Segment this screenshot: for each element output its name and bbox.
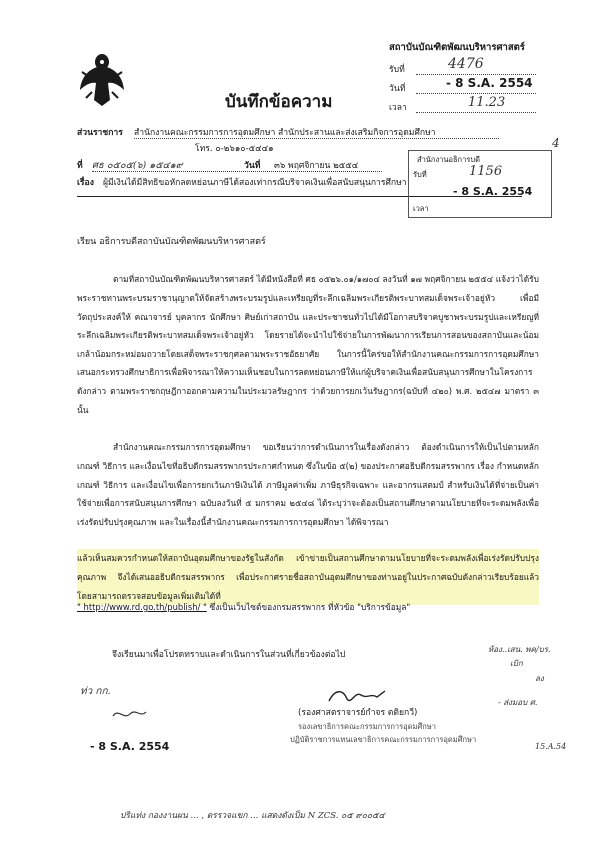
office-receipt-stamp	[408, 150, 552, 218]
subject-label: เรื่อง	[77, 178, 94, 188]
ref-value: ศธ ๐๕๐๕(๖) ๑๕๔๑๙	[92, 160, 183, 171]
paragraph-2b: แล้วเห็นสมควรกำหนดให้สถาบันอุดมศึกษาของรัฐในสังกัด เข้าข่ายเป็นสถานศึกษาตามนโยบายที่จะระดมพลังเพื่อเร่งรัดปรับปรุงคุณภาพ จึงได้เสนออธิบดีกรมสรรพากร เพื่อประกาศรายชื่อสถาบันอุดมศึกษาของท่านอยู่ในประกาศฉบับดังกล่าวเรียบร้อยแล้ว โดยสามารถตรวจสอบข้อมูลเพิ่มเติมได้ที่	[77, 549, 539, 605]
office-stamp-date: - 8 S.A. 2554	[453, 185, 533, 198]
recv-date: - 8 S.A. 2554	[446, 76, 533, 90]
recv-label: รับที่	[389, 65, 405, 75]
paragraph-1: ตามที่สถาบันบัณฑิตพัฒนบริหารศาสตร์ ได้มีหนังสือที่ ศธ ๐๕๒๖.๐๑/๑๗๐๔ ลงวันที่ ๑๗ พฤศจิกายน ๒๕๕๔ แจ้งว่าได้รับพระราชทานพระบรมราชานุญาตให้จัดสร้างพระบรมรูปและเหรียญที่ระลึกเฉลิมพระเกียรติพระบาทสมเด็จพระเจ้าอยู่หัว เพื่อมีวัตถุประสงค์ให้ คณาจารย์ บุคลากร นักศึกษา ศิษย์เก่าสถาบัน และประชาชนทั่วไปได้มีโอกาสบริจาคบูชาพระบรมรูปและเหรียญที่ระลึกเฉลิมพระเกียรติพระบาทสมเด็จพระเจ้าอยู่หัว โดยรายได้จะนำไปใช้จ่ายในการพัฒนาการเรียนการสอนของสถาบันและน้อมเกล้าน้อมกระหม่อมถวายโดยเสด็จพระราชกุศลตามพระราชอัธยาศัย ในการนี้ใคร่ขอให้สำนักงานคณะกรรมการการอุดมศึกษา เสนอกระทรวงศึกษาธิการเพื่อพิจารณาให้ความเห็นชอบในการลดหย่อนภาษีให้แก่ผู้บริจาคเงินเพื่อสนับสนุนการศึกษาในโครงการดังกล่าว ตามพระราชกฤษฎีกาออกตามความในประมวลรัษฎากร ว่าด้วยการยกเว้นรัษฎากร(ฉบับที่ ๔๒๐) พ.ศ. ๒๕๔๗ มาตรา ๓ นั้น	[77, 274, 539, 415]
agency-label: ส่วนราชการ	[77, 128, 123, 138]
institute-name: สถาบันบัณฑิตพัฒนบริหารศาสตร์	[389, 42, 525, 53]
margin-note-bottom: ปริแท่ง กองงานผน ... , ตรรวจแขก ... แสดงดังเป็ม N ZCS. ๐๕ ๙๐๐๕๔	[120, 811, 385, 821]
recv-time: 11.23	[468, 95, 506, 110]
paragraph-2a: สำนักงานคณะกรรมการการอุดมศึกษา ขอเรียนว่าการดำเนินการในเรื่องดังกล่าว ต้องดำเนินการให้เป็นไปตามหลักเกณฑ์ วิธีการ และเงื่อนไขที่อธิบดีกรมสรรพากรประกาศกำหนด ซึ่งในข้อ ๕(๒) ของประกาศอธิบดีกรมสรรพากร เรื่อง กำหนดหลักเกณฑ์ วิธีการ และเงื่อนไขเพื่อการยกเว้นภาษีเงินได้ ภาษีมูลค่าเพิ่ม ภาษีธุรกิจเฉพาะ และอากรแสตมป์ สำหรับเงินได้ที่จ่ายเป็นค่าใช้จ่ายเพื่อการสนับสนุนการศึกษา ฉบับลงวันที่ ๕ มกราคม ๒๕๔๘ ได้ระบุว่าจะต้องเป็นสถานศึกษาตามนโยบายที่จะระดมพลังเพื่อเร่งรัดปรับปรุงคุณภาพ และในเรื่องนี้สำนักงานคณะกรรมการการอุดมศึกษา ได้พิจารณา	[77, 442, 539, 527]
date-label: วันที่	[389, 84, 406, 94]
margin-note-right-1: ห้อง..เสน. พค/บร.	[488, 645, 551, 654]
paragraph-2c	[77, 602, 410, 613]
signer-title-2: ปฏิบัติราชการแทนเลขาธิการคณะกรรมการการอุดมศึกษา	[290, 735, 477, 744]
signer-title-1: รองเลขาธิการคณะกรรมการการอุดมศึกษา	[298, 722, 436, 731]
margin-note-right-3: ลง	[535, 674, 544, 683]
margin-note-right-2: เบิก	[510, 659, 523, 668]
subject-value: ผู้มีเงินได้มีสิทธิขอหักลดหย่อนภาษีได้สองเท่ากรณีบริจาคเงินเพื่อสนับสนุนการศึกษา	[103, 178, 407, 188]
rd-url-link[interactable]: " http://www.rd.go.th/publish/ "	[77, 602, 207, 612]
closing-line: จึงเรียนมาเพื่อโปรดทราบและดำเนินการในส่วนที่เกี่ยวข้องต่อไป	[112, 650, 346, 660]
signer-name: (รองศาสตราจารย์กำจร ตติยกวี)	[298, 708, 418, 718]
office-stamp-no-label: รับที่	[413, 170, 427, 179]
agency-value: สำนักงานคณะกรรมการการอุดมศึกษา สำนักประสานและส่งเสริมกิจการอุดมศึกษา	[134, 128, 436, 138]
office-stamp-time-label: เวลา	[413, 204, 429, 213]
phone: โทร. ๐-๒๖๑๐-๕๔๔๑	[195, 144, 274, 154]
time-label: เวลา	[389, 103, 407, 113]
doc-date-value: ๓๖ พฤศจิกายน ๒๕๕๔	[274, 161, 359, 171]
memo-title: บันทึกข้อความ	[225, 92, 333, 112]
recv-number: 4476	[448, 56, 484, 72]
margin-note-left: ท่ว กก.	[80, 686, 111, 697]
paragraph-2c-rest: ซึ่งเป็นเว็บไซต์ของกรมสรรพากร ที่หัวข้อ "บริการข้อมูล"	[209, 602, 411, 612]
office-stamp-title: สำนักงานอธิการบดี	[417, 155, 480, 164]
office-stamp-no: 1156	[469, 164, 503, 179]
initial-scribble	[110, 706, 150, 726]
bottom-date-stamp: - 8 S.A. 2554	[90, 740, 170, 753]
ref-label: ที่	[77, 161, 83, 171]
margin-note-right-4: - ส่งมอบ ศ.	[498, 698, 538, 707]
doc-date-label: วันที่	[244, 161, 261, 171]
garuda-emblem	[78, 52, 126, 107]
margin-mark-top: 4	[552, 136, 560, 150]
salutation: เรียน อธิการบดีสถาบันบัณฑิตพัฒนบริหารศาสตร์	[77, 237, 266, 247]
margin-note-right-5: 15.A.54	[535, 742, 567, 751]
